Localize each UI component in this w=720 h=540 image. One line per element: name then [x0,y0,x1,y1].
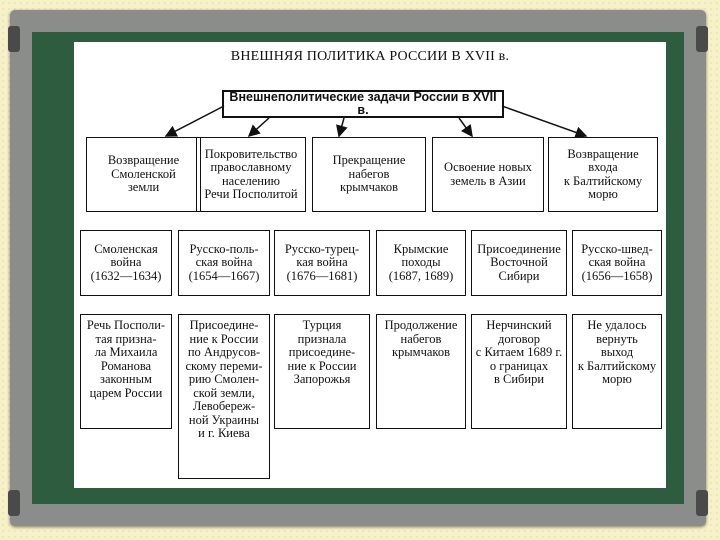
arrow-to-task-5 [502,106,586,136]
task-box-crimea: Прекращение набегов крымчаков [312,137,426,212]
event-box-smolensk-war: Смоленская война (1632—1634) [80,230,172,296]
task-box-smolensk: Возвращение Смоленской земли [86,137,201,212]
event-box-siberia: Присоединение Восточной Сибири [471,230,567,296]
frame-corner-left-top [8,26,20,52]
diagram-title: ВНЕШНЯЯ ПОЛИТИКА РОССИИ В XVII в. [230,49,510,64]
result-box-andrusovo: Присоедине- ние к России по Андрусов- скому переми- рию Смолен- ской земли, Левобереж- ной Украины и г. Киева [178,314,270,479]
event-box-crimean-campaigns: Крымские походы (1687, 1689) [376,230,466,296]
task-box-asia: Освоение новых земель в Азии [432,137,544,212]
event-box-turkish-war: Русско-турец- кая война (1676—1681) [274,230,370,296]
event-box-polish-war: Русско-поль- ская война (1654—1667) [178,230,270,296]
arrow-to-task-3 [339,118,344,136]
result-box-raids: Продолжение набегов крымчаков [376,314,466,429]
event-box-swedish-war: Русско-швед- ская война (1656—1658) [572,230,662,296]
arrow-to-task-4 [459,118,472,136]
arrow-to-task-2 [249,118,269,136]
arrow-to-task-1 [166,106,224,136]
result-box-smolensk: Речь Посполи- тая призна- ла Михаила Романова законным царем России [80,314,172,429]
result-box-nerchinsk: Нерчинский договор с Китаем 1689 г. о границах в Сибири [471,314,567,429]
task-box-orthodox: Покровительство православному населению Речи Посполитой [196,137,306,212]
task-box-baltic: Возвращение входа к Балтийскому морю [548,137,658,212]
main-task-box: Внешнеполитические задачи России в XVII в. [222,90,504,118]
diagram-sheet [74,42,666,488]
result-box-zaporozhye: Турция признала присоедине- ние к России Запорожья [274,314,370,429]
frame-corner-right-bottom [696,490,708,516]
frame-corner-left-bottom [8,490,20,516]
frame-corner-right-top [696,26,708,52]
result-box-baltic: Не удалось вернуть выход к Балтийскому морю [572,314,662,429]
